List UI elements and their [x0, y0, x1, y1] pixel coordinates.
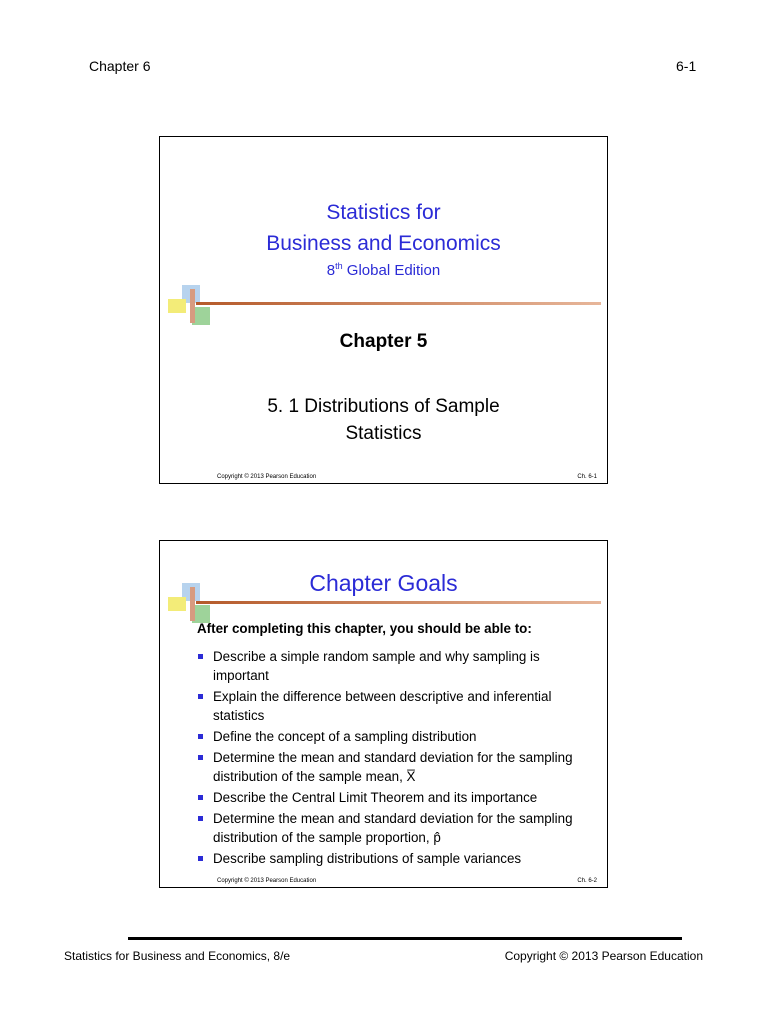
goal-text: Describe sampling distributions of sample variances — [213, 851, 522, 866]
slide-number: Ch. 6-2 — [577, 878, 597, 884]
goal-text: Determine the mean and standard deviation for the sampling distribution of the sample proportion, p̂ — [213, 811, 573, 845]
goal-item — [198, 647, 598, 685]
goal-item — [198, 748, 598, 786]
title-rule — [196, 302, 601, 305]
slide-subtitle-line1: 5. 1 Distributions of Sample — [267, 396, 500, 417]
edition-text: Global Edition — [342, 262, 441, 279]
footer-rule — [128, 937, 682, 940]
goal-item — [198, 849, 598, 868]
bullet-icon — [198, 856, 203, 861]
goal-item — [198, 727, 598, 746]
slide-title — [159, 136, 608, 484]
footer-copyright: Copyright © 2013 Pearson Education — [504, 949, 703, 963]
goal-text: Define the concept of a sampling distribution — [213, 729, 477, 744]
slide-copyright: Copyright © 2013 Pearson Education — [217, 474, 317, 480]
goal-item — [198, 809, 598, 847]
goal-text: Explain the difference between descriptive and inferential statistics — [213, 689, 552, 723]
bullet-icon — [198, 816, 203, 821]
goal-text: Describe a simple random sample and why sampling is important — [213, 649, 540, 683]
goals-intro: After completing this chapter, you should be able to: — [197, 621, 532, 636]
slide-copyright: Copyright © 2013 Pearson Education — [217, 878, 317, 884]
goal-text: Describe the Central Limit Theorem and its importance — [213, 790, 538, 805]
bullet-icon — [198, 694, 203, 699]
edition-superscript: th — [335, 261, 343, 271]
page-header-chapter: Chapter 6 — [89, 58, 151, 74]
logo-squares-icon — [168, 285, 213, 325]
goal-text: Determine the mean and standard deviation for the sampling distribution of the sample mean, X̅ — [213, 750, 573, 784]
slide-subtitle-line2: Statistics — [345, 423, 422, 444]
goals-rule — [196, 601, 601, 604]
slide-title-line1: Statistics for — [326, 201, 441, 224]
footer-book-title: Statistics for Business and Economics, 8/e — [64, 949, 291, 963]
bullet-icon — [198, 734, 203, 739]
slide-goals — [159, 540, 608, 888]
slide-title-line2: Business and Economics — [266, 232, 501, 255]
page-header-number: 6-1 — [676, 58, 697, 74]
goal-item — [198, 687, 598, 725]
goals-list — [198, 647, 598, 870]
goals-title: Chapter Goals — [309, 570, 458, 596]
goal-item — [198, 788, 598, 807]
edition-number: 8 — [326, 262, 336, 279]
bullet-icon — [198, 795, 203, 800]
slide-number: Ch. 6-1 — [577, 474, 597, 480]
bullet-icon — [198, 755, 203, 760]
bullet-icon — [198, 654, 203, 659]
edition-label — [160, 261, 607, 279]
chapter-heading: Chapter 5 — [339, 331, 428, 352]
